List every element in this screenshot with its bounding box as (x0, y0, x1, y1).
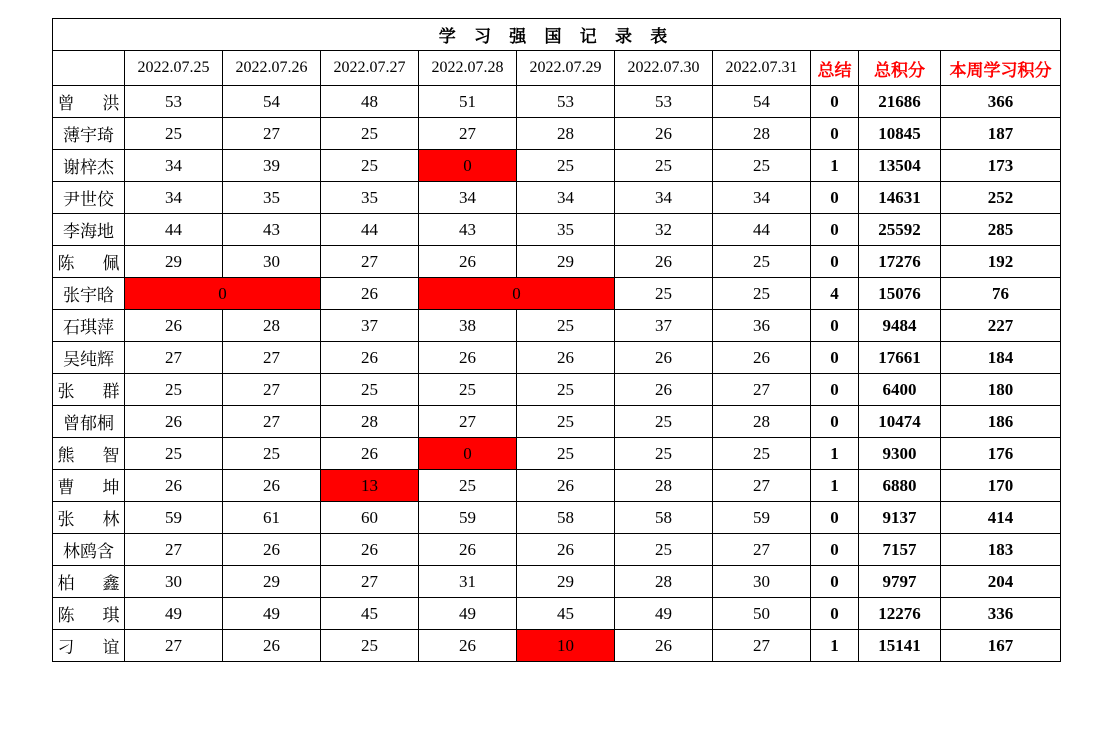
row-name (53, 406, 125, 438)
total-points-cell: 13504 (859, 150, 941, 182)
day-cell: 59 (419, 502, 517, 534)
day-cell-flagged: 10 (517, 630, 615, 662)
row-name-text: 李海地 (63, 222, 114, 241)
row-name (53, 246, 125, 278)
day-cell: 45 (321, 598, 419, 630)
title-row (53, 19, 1061, 51)
total-points-cell: 12276 (859, 598, 941, 630)
summary-cell: 0 (811, 246, 859, 278)
day-cell: 60 (321, 502, 419, 534)
row-name-text: 谢梓杰 (63, 158, 114, 177)
summary-cell: 0 (811, 374, 859, 406)
day-cell: 25 (125, 438, 223, 470)
day-cell: 34 (615, 182, 713, 214)
day-cell: 25 (713, 150, 811, 182)
summary-cell: 0 (811, 406, 859, 438)
total-points-cell: 17276 (859, 246, 941, 278)
header-week: 本周学习积分 (941, 51, 1061, 86)
day-cell: 61 (223, 502, 321, 534)
day-cell: 26 (517, 470, 615, 502)
day-cell: 26 (615, 630, 713, 662)
table-row (53, 470, 1061, 502)
week-points-cell: 414 (941, 502, 1061, 534)
day-cell: 26 (321, 534, 419, 566)
day-cell: 26 (223, 470, 321, 502)
day-cell: 37 (615, 310, 713, 342)
row-name-text: 薄宇琦 (63, 126, 114, 145)
day-cell: 29 (517, 566, 615, 598)
day-cell: 26 (223, 534, 321, 566)
row-name (53, 150, 125, 182)
day-cell: 34 (419, 182, 517, 214)
row-name (53, 502, 125, 534)
day-cell: 58 (615, 502, 713, 534)
day-cell: 26 (223, 630, 321, 662)
day-cell: 26 (419, 246, 517, 278)
header-day-3: 2022.07.27 (321, 51, 419, 86)
row-name-text: 张群 (57, 382, 120, 401)
day-cell: 27 (223, 406, 321, 438)
day-cell: 59 (125, 502, 223, 534)
day-cell: 44 (125, 214, 223, 246)
header-day-5: 2022.07.29 (517, 51, 615, 86)
day-cell: 27 (321, 566, 419, 598)
day-cell: 29 (223, 566, 321, 598)
day-cell: 25 (615, 406, 713, 438)
day-cell: 59 (713, 502, 811, 534)
row-name-text: 熊智 (57, 446, 120, 465)
row-name-text: 吴纯辉 (63, 350, 114, 369)
day-cell: 49 (125, 598, 223, 630)
header-day-2: 2022.07.26 (223, 51, 321, 86)
week-points-cell: 227 (941, 310, 1061, 342)
week-points-cell: 170 (941, 470, 1061, 502)
summary-cell: 1 (811, 470, 859, 502)
table-row (53, 534, 1061, 566)
day-cell: 26 (321, 342, 419, 374)
day-cell-flagged: 13 (321, 470, 419, 502)
week-points-cell: 285 (941, 214, 1061, 246)
day-cell: 30 (223, 246, 321, 278)
row-name (53, 278, 125, 310)
day-cell: 48 (321, 86, 419, 118)
table-row (53, 246, 1061, 278)
summary-cell: 0 (811, 214, 859, 246)
day-cell: 25 (517, 406, 615, 438)
day-cell: 26 (419, 534, 517, 566)
total-points-cell: 10845 (859, 118, 941, 150)
row-name (53, 310, 125, 342)
day-cell: 25 (321, 150, 419, 182)
row-name-text: 柏鑫 (57, 574, 120, 593)
week-points-cell: 366 (941, 86, 1061, 118)
day-cell: 26 (321, 278, 419, 310)
summary-cell: 4 (811, 278, 859, 310)
day-cell: 26 (713, 342, 811, 374)
table-row (53, 566, 1061, 598)
row-name-text: 曾洪 (57, 94, 120, 113)
day-cell: 35 (321, 182, 419, 214)
day-cell: 28 (615, 566, 713, 598)
week-points-cell: 192 (941, 246, 1061, 278)
day-cell: 25 (713, 438, 811, 470)
day-cell: 27 (713, 630, 811, 662)
row-name (53, 630, 125, 662)
day-cell: 26 (615, 342, 713, 374)
summary-cell: 0 (811, 598, 859, 630)
day-cell: 31 (419, 566, 517, 598)
day-cell: 44 (321, 214, 419, 246)
day-cell: 50 (713, 598, 811, 630)
day-cell: 28 (713, 406, 811, 438)
week-points-cell: 176 (941, 438, 1061, 470)
summary-cell: 1 (811, 150, 859, 182)
day-cell: 53 (125, 86, 223, 118)
day-cell: 37 (321, 310, 419, 342)
spreadsheet-area (52, 18, 1052, 662)
total-points-cell: 15141 (859, 630, 941, 662)
summary-cell: 0 (811, 182, 859, 214)
day-cell: 25 (615, 534, 713, 566)
day-cell-flagged: 0 (419, 278, 615, 310)
day-cell: 25 (321, 630, 419, 662)
day-cell: 25 (419, 470, 517, 502)
header-name (53, 51, 125, 86)
week-points-cell: 204 (941, 566, 1061, 598)
row-name (53, 374, 125, 406)
day-cell: 49 (615, 598, 713, 630)
row-name-text: 曹坤 (57, 478, 120, 497)
day-cell: 26 (615, 374, 713, 406)
row-name (53, 182, 125, 214)
day-cell: 30 (125, 566, 223, 598)
day-cell: 25 (713, 246, 811, 278)
row-name (53, 86, 125, 118)
day-cell: 44 (713, 214, 811, 246)
day-cell-flagged: 0 (419, 438, 517, 470)
day-cell: 34 (125, 182, 223, 214)
summary-cell: 1 (811, 438, 859, 470)
total-points-cell: 7157 (859, 534, 941, 566)
day-cell: 25 (125, 118, 223, 150)
summary-cell: 0 (811, 566, 859, 598)
day-cell: 29 (125, 246, 223, 278)
header-day-1: 2022.07.25 (125, 51, 223, 86)
header-day-4: 2022.07.28 (419, 51, 517, 86)
day-cell: 36 (713, 310, 811, 342)
total-points-cell: 25592 (859, 214, 941, 246)
table-row (53, 182, 1061, 214)
table-row (53, 374, 1061, 406)
day-cell: 34 (713, 182, 811, 214)
day-cell: 26 (125, 470, 223, 502)
day-cell: 27 (419, 406, 517, 438)
day-cell: 25 (615, 438, 713, 470)
table-row (53, 150, 1061, 182)
day-cell: 54 (713, 86, 811, 118)
table-row (53, 438, 1061, 470)
day-cell: 43 (419, 214, 517, 246)
day-cell: 53 (615, 86, 713, 118)
day-cell: 27 (125, 630, 223, 662)
day-cell: 53 (517, 86, 615, 118)
total-points-cell: 9300 (859, 438, 941, 470)
total-points-cell: 9137 (859, 502, 941, 534)
day-cell: 28 (321, 406, 419, 438)
summary-cell: 0 (811, 502, 859, 534)
header-summary: 总结 (811, 51, 859, 86)
day-cell-flagged: 0 (419, 150, 517, 182)
day-cell: 27 (713, 374, 811, 406)
day-cell: 26 (517, 342, 615, 374)
table-row (53, 278, 1061, 310)
header-day-7: 2022.07.31 (713, 51, 811, 86)
row-name-text: 尹世佼 (63, 190, 114, 209)
row-name-text: 石琪萍 (63, 318, 114, 337)
page-title: 学 习 强 国 记 录 表 (53, 19, 1061, 51)
day-cell: 25 (419, 374, 517, 406)
table-row (53, 310, 1061, 342)
day-cell: 25 (321, 118, 419, 150)
total-points-cell: 10474 (859, 406, 941, 438)
row-name (53, 438, 125, 470)
record-table (52, 18, 1061, 662)
day-cell-flagged: 0 (125, 278, 321, 310)
day-cell: 26 (125, 406, 223, 438)
day-cell: 26 (419, 342, 517, 374)
table-row (53, 214, 1061, 246)
day-cell: 25 (517, 374, 615, 406)
week-points-cell: 183 (941, 534, 1061, 566)
day-cell: 27 (125, 534, 223, 566)
day-cell: 27 (125, 342, 223, 374)
day-cell: 39 (223, 150, 321, 182)
table-row (53, 598, 1061, 630)
day-cell: 25 (223, 438, 321, 470)
total-points-cell: 6880 (859, 470, 941, 502)
week-points-cell: 336 (941, 598, 1061, 630)
week-points-cell: 186 (941, 406, 1061, 438)
day-cell: 27 (713, 470, 811, 502)
week-points-cell: 173 (941, 150, 1061, 182)
row-name-text: 陈琪 (57, 606, 120, 625)
total-points-cell: 21686 (859, 86, 941, 118)
day-cell: 26 (125, 310, 223, 342)
day-cell: 25 (713, 278, 811, 310)
day-cell: 34 (517, 182, 615, 214)
day-cell: 25 (615, 150, 713, 182)
row-name (53, 214, 125, 246)
week-points-cell: 167 (941, 630, 1061, 662)
row-name (53, 598, 125, 630)
row-name (53, 470, 125, 502)
day-cell: 28 (517, 118, 615, 150)
row-name (53, 566, 125, 598)
row-name-text: 曾郁桐 (63, 414, 114, 433)
summary-cell: 0 (811, 310, 859, 342)
day-cell: 25 (517, 150, 615, 182)
day-cell: 27 (223, 118, 321, 150)
week-points-cell: 76 (941, 278, 1061, 310)
summary-cell: 0 (811, 118, 859, 150)
table-row (53, 502, 1061, 534)
day-cell: 25 (517, 438, 615, 470)
day-cell: 26 (615, 246, 713, 278)
day-cell: 28 (615, 470, 713, 502)
day-cell: 27 (321, 246, 419, 278)
week-points-cell: 187 (941, 118, 1061, 150)
day-cell: 29 (517, 246, 615, 278)
table-row (53, 118, 1061, 150)
day-cell: 45 (517, 598, 615, 630)
total-points-cell: 9484 (859, 310, 941, 342)
row-name (53, 118, 125, 150)
day-cell: 26 (419, 630, 517, 662)
row-name-text: 张宇晗 (63, 286, 114, 305)
row-name (53, 534, 125, 566)
table-row (53, 406, 1061, 438)
day-cell: 58 (517, 502, 615, 534)
day-cell: 26 (321, 438, 419, 470)
row-name-text: 刁谊 (57, 638, 120, 657)
day-cell: 30 (713, 566, 811, 598)
day-cell: 26 (517, 534, 615, 566)
row-name-text: 林鸥含 (63, 542, 114, 561)
total-points-cell: 9797 (859, 566, 941, 598)
day-cell: 25 (615, 278, 713, 310)
day-cell: 32 (615, 214, 713, 246)
total-points-cell: 17661 (859, 342, 941, 374)
header-row (53, 51, 1061, 86)
summary-cell: 0 (811, 342, 859, 374)
day-cell: 25 (321, 374, 419, 406)
day-cell: 49 (223, 598, 321, 630)
day-cell: 28 (713, 118, 811, 150)
total-points-cell: 6400 (859, 374, 941, 406)
day-cell: 28 (223, 310, 321, 342)
day-cell: 25 (125, 374, 223, 406)
day-cell: 35 (517, 214, 615, 246)
table-row (53, 342, 1061, 374)
day-cell: 54 (223, 86, 321, 118)
day-cell: 34 (125, 150, 223, 182)
header-total: 总积分 (859, 51, 941, 86)
day-cell: 51 (419, 86, 517, 118)
week-points-cell: 180 (941, 374, 1061, 406)
day-cell: 43 (223, 214, 321, 246)
total-points-cell: 14631 (859, 182, 941, 214)
summary-cell: 0 (811, 86, 859, 118)
summary-cell: 1 (811, 630, 859, 662)
row-name-text: 张林 (57, 510, 120, 529)
day-cell: 27 (713, 534, 811, 566)
total-points-cell: 15076 (859, 278, 941, 310)
day-cell: 27 (419, 118, 517, 150)
day-cell: 25 (517, 310, 615, 342)
day-cell: 27 (223, 374, 321, 406)
table-row (53, 86, 1061, 118)
summary-cell: 0 (811, 534, 859, 566)
table-row (53, 630, 1061, 662)
day-cell: 27 (223, 342, 321, 374)
row-name (53, 342, 125, 374)
week-points-cell: 184 (941, 342, 1061, 374)
day-cell: 49 (419, 598, 517, 630)
day-cell: 26 (615, 118, 713, 150)
row-name-text: 陈佩 (57, 254, 120, 273)
day-cell: 38 (419, 310, 517, 342)
week-points-cell: 252 (941, 182, 1061, 214)
day-cell: 35 (223, 182, 321, 214)
header-day-6: 2022.07.30 (615, 51, 713, 86)
